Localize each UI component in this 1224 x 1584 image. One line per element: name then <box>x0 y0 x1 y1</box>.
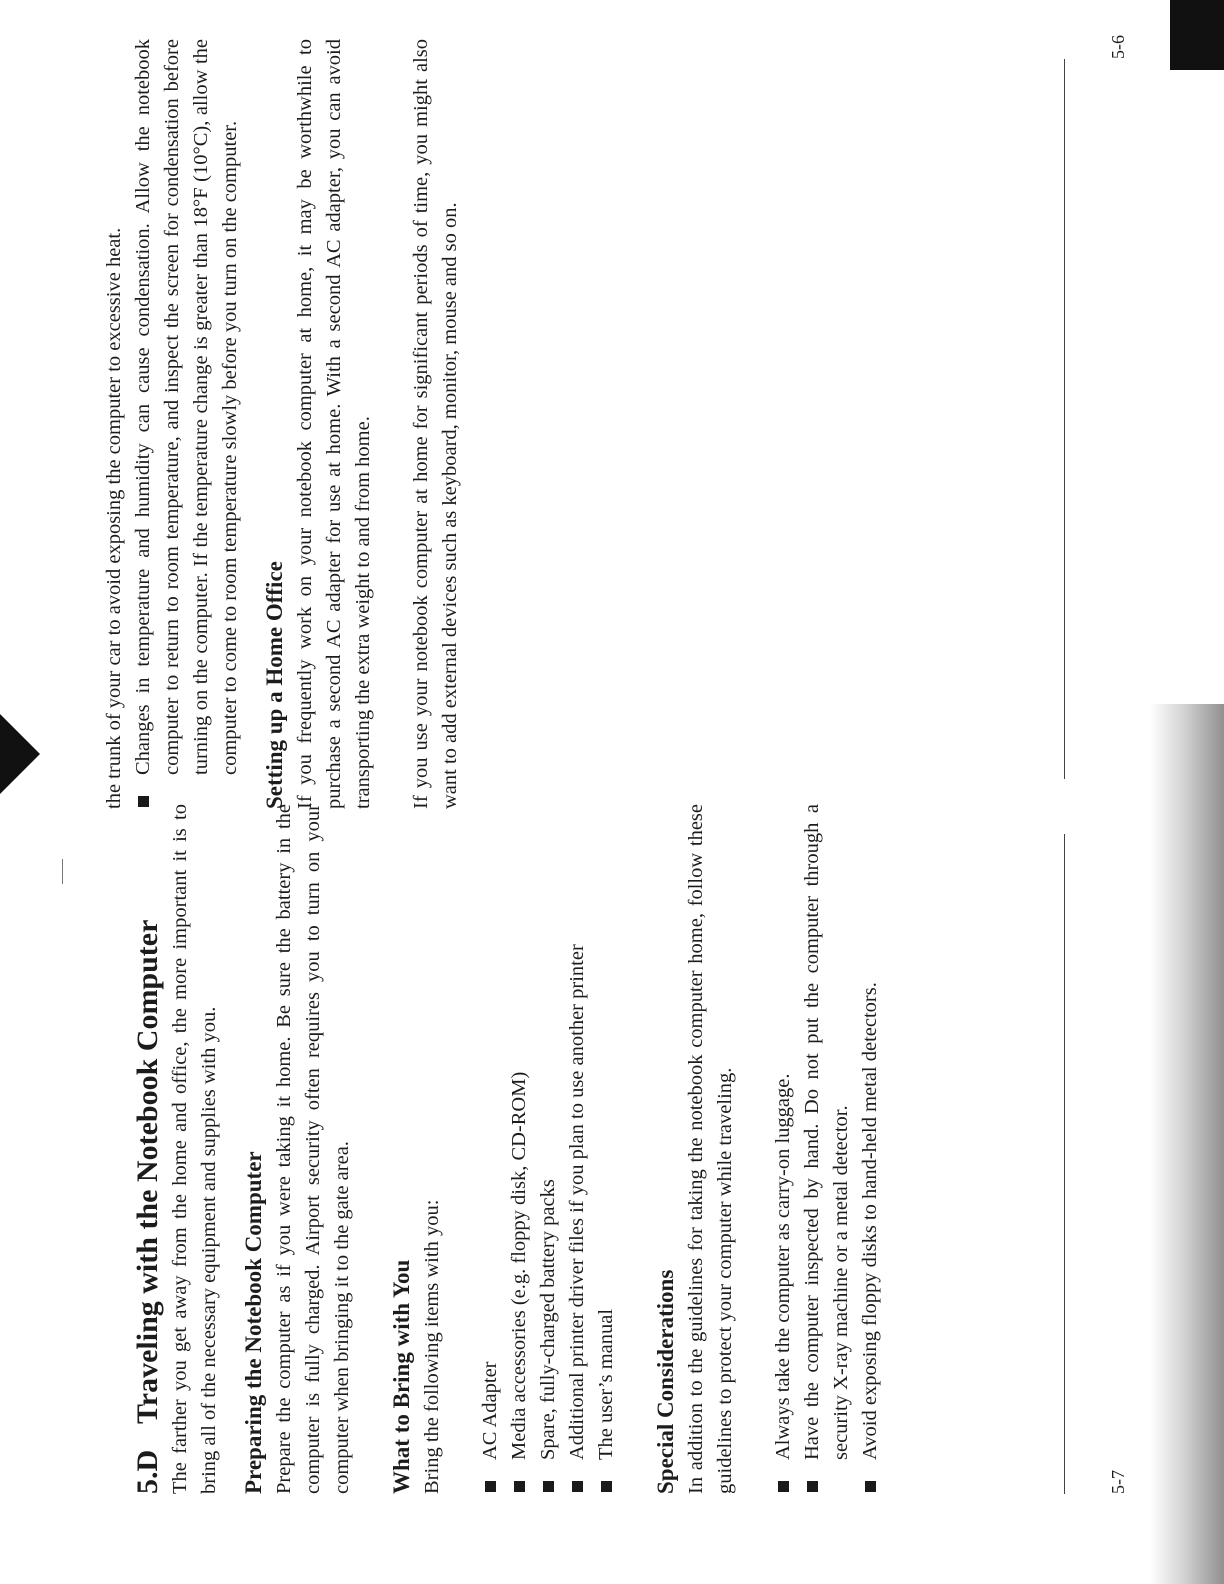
left-page <box>100 39 465 809</box>
list-item: Avoid exposing floppy disks to hand-held metal detectors. <box>856 804 885 1494</box>
heading-preparing: Preparing the Notebook Computer <box>241 1151 266 1494</box>
list-item: The user’s manual <box>592 804 621 1494</box>
list-item: Media accessories (e.g. floppy disk, CD-ROM) <box>505 804 534 1494</box>
bring-list <box>476 804 621 1494</box>
preparing-paragraph: Prepare the computer as if you were taking it home. Be sure the battery in the computer is fully charged. Airport security often requires you to turn on your computer when bringing it to the gate area. <box>273 804 353 1494</box>
intro-paragraph: the trunk of your car to avoid exposing the computer to excessive heat. <box>103 227 125 809</box>
heading-what-to-bring: What to Bring with You <box>389 1259 414 1494</box>
home-paragraph-1: If you frequently work on your notebook computer at home, it may be worthwhile to purchase a second AC adapter for use at home. With a second AC adapter, you can avoid transporting the extra weight to and from home. <box>294 39 374 809</box>
bring-intro: Bring the following items with you: <box>421 1199 443 1494</box>
bullet-square-icon <box>601 1481 612 1492</box>
bullet-square-icon <box>485 1481 496 1492</box>
bullet-text: Changes in temperature and humidity can cause condensation. Allow the notebook computer to return to room temperature, and inspect the screen for condensation before turning on the computer. If the temperature change is greater than 18°F (10°C), allow the computer to come to room temperature slowly before you turn on the computer. <box>132 39 241 775</box>
right-page <box>130 804 885 1494</box>
page-number-left: 5-6 <box>1108 35 1128 59</box>
bullet-square-icon <box>778 1481 789 1492</box>
footer-rule-left <box>1064 59 1065 779</box>
bullet-square-icon <box>543 1481 554 1492</box>
bullet-square-icon <box>865 1481 876 1492</box>
bullet-square-icon <box>807 1481 818 1492</box>
bullet-square-icon <box>572 1481 583 1492</box>
section-number: 5.D <box>131 1449 164 1494</box>
binding-mark <box>0 714 40 794</box>
footer-rule-right <box>1064 834 1065 1494</box>
top-rule <box>62 859 63 884</box>
section-intro: The farther you get away from the home and office, the more important it is to bring all of the necessary equipment and supplies with you. <box>169 804 220 1494</box>
left-bullet-list <box>129 39 245 809</box>
heading-home-office: Setting up a Home Office <box>262 561 287 809</box>
list-item: Spare, fully-charged battery packs <box>534 804 563 1494</box>
home-paragraph-2: If you use your notebook computer at home for significant periods of time, you might also want to add external devices such as keyboard, monitor, mouse and so on. <box>410 39 461 809</box>
heading-special-considerations: Special Considerations <box>653 1269 678 1494</box>
list-item: Always take the computer as carry-on luggage. <box>769 804 798 1494</box>
bullet-square-icon <box>514 1481 525 1492</box>
page-number-right: 5-7 <box>1108 1470 1128 1494</box>
list-item <box>129 39 245 809</box>
section-heading <box>130 804 166 1494</box>
list-item: Additional printer driver files if you plan to use another printer <box>563 804 592 1494</box>
section-title: Traveling with the Notebook Computer <box>131 919 164 1424</box>
list-item: Have the computer inspected by hand. Do not put the computer through a security X-ray machine or a metal detector. <box>798 804 856 1494</box>
scan-shadow <box>1150 704 1224 1584</box>
special-paragraph: In addition to the guidelines for taking the notebook computer home, follow these guidelines to protect your computer while traveling. <box>685 804 736 1494</box>
list-item: AC Adapter <box>476 804 505 1494</box>
scan-corner-mark <box>1170 0 1224 70</box>
special-list <box>769 804 885 1494</box>
